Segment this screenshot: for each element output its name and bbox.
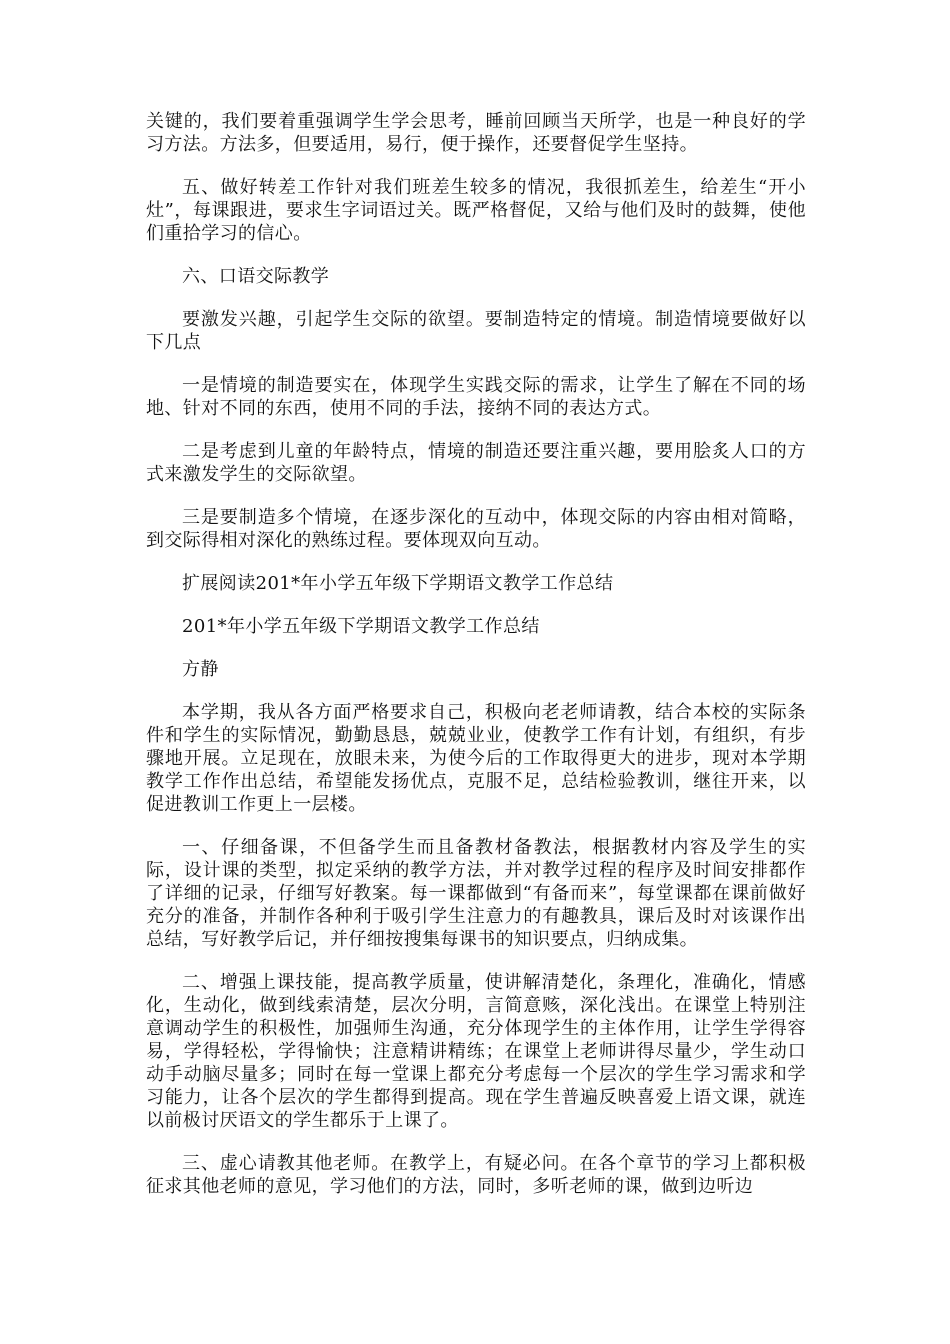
paragraph-point-one: 一是情境的制造要实在，体现学生实践交际的需求，让学生了解在不同的场地、针对不同的东西，使用不同的手法，接纳不同的表达方式。 [146,375,806,419]
section-heading-oral-communication: 六、口语交际教学 [182,266,330,287]
paragraph-point-three: 三是要制造多个情境，在逐步深化的互动中，体现交际的内容由相对简略，到交际得相对深化的熟练过程。要体现双向互动。 [146,507,806,551]
paragraph-section-one: 一、仔细备课，不但备学生而且备教材备教法，根据教材内容及学生的实际，设计课的类型，拟定采纳的教学方法，并对教学过程的程序及时间安排都作了详细的记录，仔细写好教案。每一课都做到“有备而来”，每堂课都在课前做好充分的准备，并制作各种利于吸引学生注意力的有趣教具，课后及时对该课作出总结，写好教学后记，并仔细按搜集每课书的知识要点，归纳成集。 [146,837,806,950]
paragraph-continuation: 关键的，我们要着重强调学生学会思考，睡前回顾当天所学，也是一种良好的学习方法。方法多，但要适用，易行，便于操作，还要督促学生坚持。 [146,111,806,155]
paragraph-section-three: 三、虚心请教其他老师。在教学上，有疑必问。在各个章节的学习上都积极征求其他老师的意见，学习他们的方法，同时，多听老师的课，做到边听边 [146,1153,806,1197]
document-page [146,110,806,1218]
paragraph-point-two: 二是考虑到儿童的年龄特点，情境的制造还要注重兴趣，要用脍炙人口的方式来激发学生的交际欲望。 [146,441,806,485]
paragraph-introduction: 本学期，我从各方面严格要求自己，积极向老老师请教，结合本校的实际条件和学生的实际情况，勤勤恳恳，兢兢业业，使教学工作有计划，有组织，有步骤地开展。立足现在，放眼未来，为使今后的工作取得更大的进步，现对本学期教学工作作出总结，希望能发扬优点，克服不足，总结检验教训，继往开来，以促进教训工作更上一层楼。 [146,702,806,815]
paragraph-section-two: 二、增强上课技能，提高教学质量，使讲解清楚化，条理化，准确化，情感化，生动化，做到线索清楚，层次分明，言简意赅，深化浅出。在课堂上特别注意调动学生的积极性，加强师生沟通，充分体现学生的主体作用，让学生学得容易，学得轻松，学得愉快；注意精讲精练；在课堂上老师讲得尽量少，学生动口动手动脑尽量多；同时在每一堂课上都充分考虑每一个层次的学生学习需求和学习能力，让各个层次的学生都得到提高。现在学生普遍反映喜爱上语文课，就连以前极讨厌语文的学生都乐于上课了。 [146,972,806,1131]
paragraph-item-five: 五、做好转差工作针对我们班差生较多的情况，我很抓差生，给差生“开小灶”，每课跟进，要求生字词语过关。既严格督促，又给与他们及时的鼓舞，使他们重拾学习的信心。 [146,177,806,244]
author-name: 方静 [182,659,219,680]
paragraph-intro-situation: 要激发兴趣，引起学生交际的欲望。要制造特定的情境。制造情境要做好以下几点 [146,309,806,353]
article-title: 201*年小学五年级下学期语文教学工作总结 [182,616,540,637]
extended-reading-heading: 扩展阅读201*年小学五年级下学期语文教学工作总结 [182,573,614,594]
